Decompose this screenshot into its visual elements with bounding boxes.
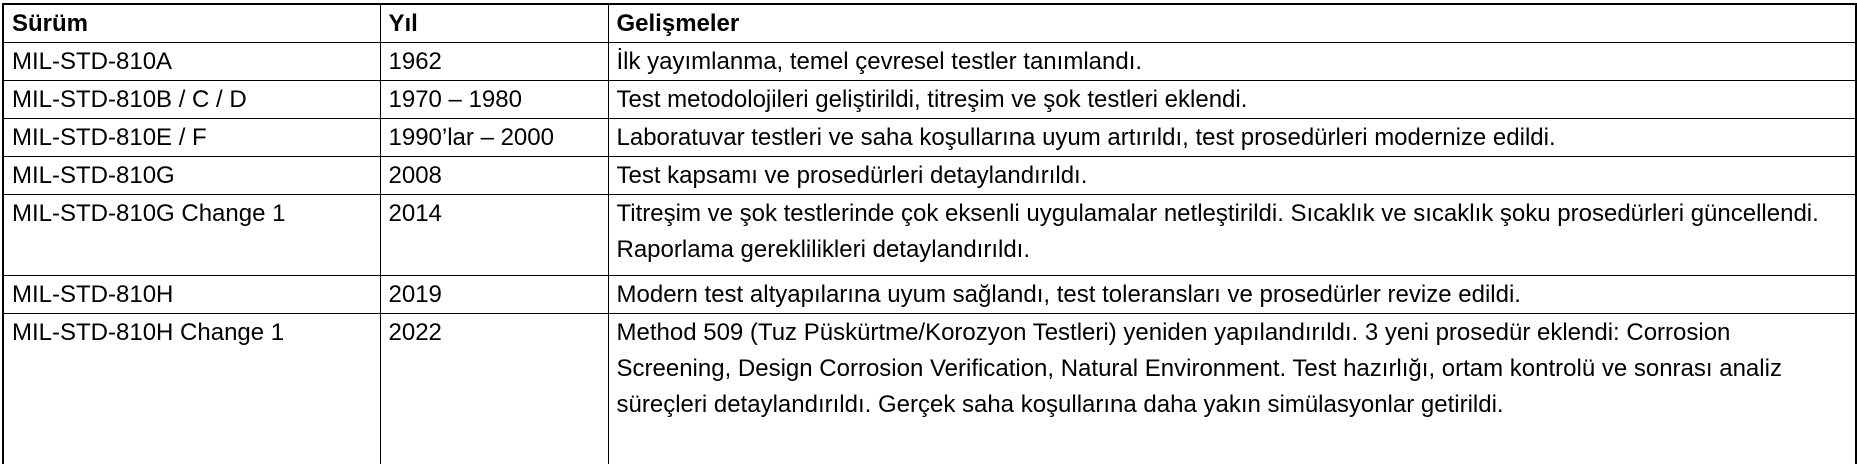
developments-cell: Test kapsamı ve prosedürleri detaylandırıldı. (608, 157, 1856, 195)
milstd-version-history-table (2, 3, 1857, 464)
year-cell: 1962 (380, 43, 608, 81)
column-header-developments: Gelişmeler (608, 4, 1856, 43)
table-row (3, 276, 1856, 314)
version-cell: MIL-STD-810G Change 1 (3, 195, 380, 276)
table-row (3, 314, 1856, 464)
version-cell: MIL-STD-810E / F (3, 119, 380, 157)
year-cell: 2019 (380, 276, 608, 314)
version-cell: MIL-STD-810G (3, 157, 380, 195)
table-row (3, 195, 1856, 276)
table-row (3, 81, 1856, 119)
column-header-year: Yıl (380, 4, 608, 43)
developments-cell: Titreşim ve şok testlerinde çok eksenli uygulamalar netleştirildi. Sıcaklık ve sıcaklık şoku prosedürleri güncellendi. Raporlama gereklilikleri detaylandırıldı. (608, 195, 1856, 276)
table-row (3, 157, 1856, 195)
developments-cell: Laboratuvar testleri ve saha koşullarına uyum artırıldı, test prosedürleri modernize edildi. (608, 119, 1856, 157)
developments-cell: Method 509 (Tuz Püskürtme/Korozyon Testleri) yeniden yapılandırıldı. 3 yeni prosedür eklendi: Corrosion Screening, Design Corrosion Verification, Natural Environment. Test hazırlığı, ortam kontrolü ve sonrası analiz süreçleri detaylandırıldı. Gerçek saha koşullarına daha yakın simülasyonlar getirildi. (608, 314, 1856, 464)
version-cell: MIL-STD-810B / C / D (3, 81, 380, 119)
year-cell: 1990’lar – 2000 (380, 119, 608, 157)
version-cell: MIL-STD-810A (3, 43, 380, 81)
table-row (3, 119, 1856, 157)
year-cell: 2008 (380, 157, 608, 195)
year-cell: 1970 – 1980 (380, 81, 608, 119)
year-cell: 2014 (380, 195, 608, 276)
year-cell: 2022 (380, 314, 608, 464)
developments-cell: İlk yayımlanma, temel çevresel testler tanımlandı. (608, 43, 1856, 81)
column-header-version: Sürüm (3, 4, 380, 43)
version-cell: MIL-STD-810H (3, 276, 380, 314)
table-row (3, 43, 1856, 81)
developments-cell: Modern test altyapılarına uyum sağlandı, test toleransları ve prosedürler revize edildi. (608, 276, 1856, 314)
table-header-row (3, 4, 1856, 43)
version-cell: MIL-STD-810H Change 1 (3, 314, 380, 464)
developments-cell: Test metodolojileri geliştirildi, titreşim ve şok testleri eklendi. (608, 81, 1856, 119)
